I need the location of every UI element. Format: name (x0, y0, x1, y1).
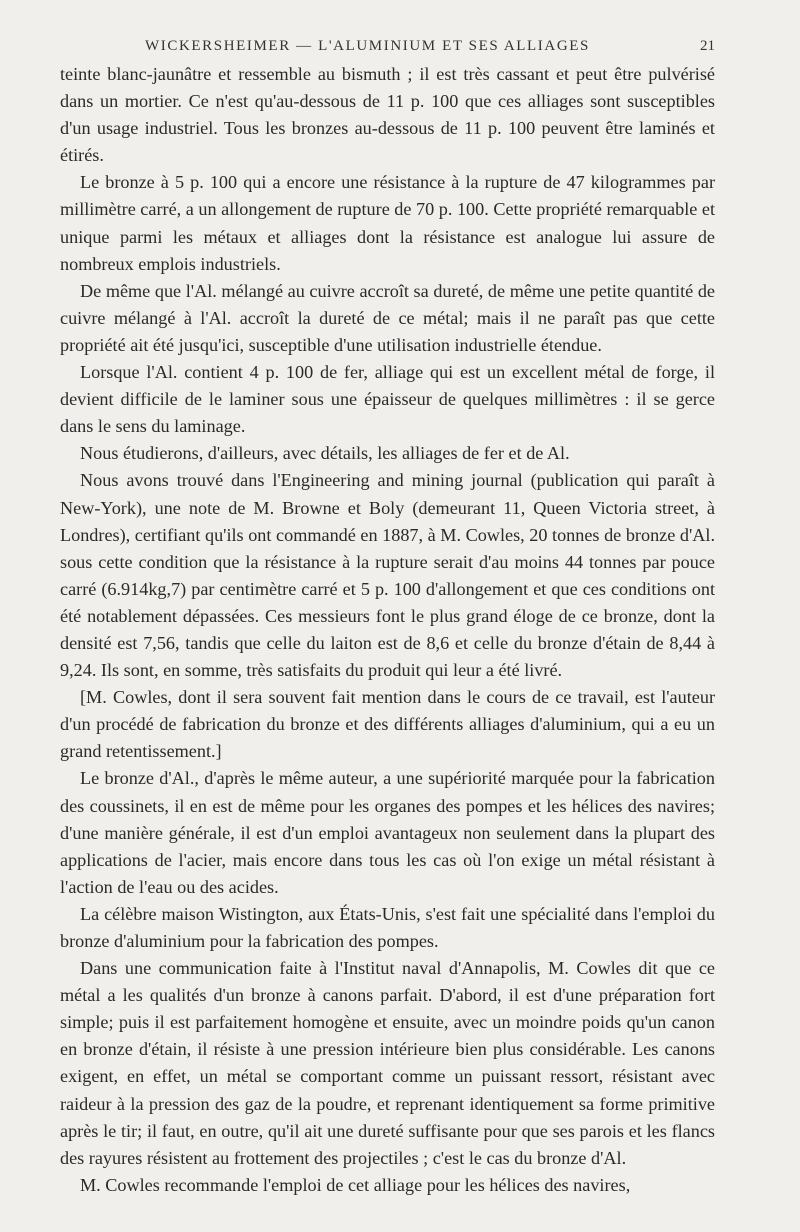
paragraph: Lorsque l'Al. contient 4 p. 100 de fer, alliage qui est un excellent métal de forge, il devient difficile de le laminer sous une épaisseur de quelques millimètres : il se gerce dans le sens du laminage. (60, 362, 715, 437)
paragraph: La célèbre maison Wistington, aux États-Unis, s'est fait une spécialité dans l'emploi du bronze d'aluminium pour la fabrication des pompes. (60, 903, 715, 951)
paragraph: Le bronze à 5 p. 100 qui a encore une résistance à la rupture de 47 kilogrammes par millimètre carré, a un allongement de rupture de 70 p. 100. Cette propriété remarquable et unique parmi les métaux et alliages dont la résistance est analogue lui assure de nombreux emplois industriels. (60, 172, 715, 274)
paragraph: Nous avons trouvé dans l'Engineering and mining journal (publication qui paraît à New-York), une note de M. Browne et Boly (demeurant 11, Queen Victoria street, à Londres), certifiant qu'ils ont commandé en 1887, à M. Cowles, 20 tonnes de bronze d'Al. sous cette condition que la résistance à la rupture serait d'au moins 44 tonnes par pouce carré (6.914kg,7) par centimètre carré et 5 p. 100 d'allongement et que ces conditions ont été notablement dépassées. Ces messieurs font le plus grand éloge de ce bronze, dont la densité est 7,56, tandis que celle du laiton est de 8,6 et celle du bronze d'étain de 8,44 à 9,24. Ils sont, en somme, très satisfaits du produit qui leur a été livré. (60, 470, 715, 681)
running-header (60, 38, 715, 55)
paragraph: [M. Cowles, dont il sera souvent fait mention dans le cours de ce travail, est l'auteur d'un procédé de fabrication du bronze et des différents alliages d'aluminium, qui a eu un grand retentissement.] (60, 687, 715, 762)
paragraph: De même que l'Al. mélangé au cuivre accroît sa dureté, de même une petite quantité de cuivre mélangé à l'Al. accroît la dureté de ce métal; mais il ne paraît pas que cette propriété ait été jusqu'ici, susceptible d'une utilisation industrielle étendue. (60, 280, 715, 355)
body-text (60, 61, 715, 1199)
book-page (60, 38, 715, 1199)
paragraph: teinte blanc-jaunâtre et ressemble au bismuth ; il est très cassant et peut être pulvérisé dans un mortier. Ce n'est qu'au-dessous de 11 p. 100 que ces alliages sont susceptibles d'un usage industriel. Tous les bronzes au-dessous de 11 p. 100 peuvent être laminés et étirés. (60, 64, 715, 166)
running-title: WICKERSHEIMER — L'ALUMINIUM ET SES ALLIAGES (145, 38, 590, 54)
paragraph: Nous étudierons, d'ailleurs, avec détails, les alliages de fer et de Al. (80, 443, 570, 464)
page-number: 21 (700, 38, 715, 54)
paragraph: Le bronze d'Al., d'après le même auteur, a une supériorité marquée pour la fabrication des coussinets, il en est de même pour les organes des pompes et les hélices des navires; d'une manière générale, il est d'un emploi avantageux non seulement dans la plupart des applications de l'acier, mais encore dans tous les cas où l'on exige un métal résistant à l'action de l'eau ou des acides. (60, 768, 715, 897)
paragraph: M. Cowles recommande l'emploi de cet alliage pour les hélices des navires, (80, 1174, 631, 1195)
paragraph: Dans une communication faite à l'Institut naval d'Annapolis, M. Cowles dit que ce métal a les qualités d'un bronze à canons parfait. D'abord, il est d'une préparation fort simple; puis il est parfaitement homogène et ensuite, avec un moindre poids qu'un canon en bronze d'étain, il résiste à une pression intérieure bien plus considérable. Les canons exigent, en effet, un métal se comportant comme un puissant ressort, résistant avec raideur à la pression des gaz de la poudre, et reprenant identiquement sa forme primitive après le tir; il faut, en outre, qu'il ait une dureté suffisante pour que ses parois et les flancs des rayures résistent au frottement des projectiles ; c'est le cas du bronze d'Al. (60, 958, 715, 1168)
